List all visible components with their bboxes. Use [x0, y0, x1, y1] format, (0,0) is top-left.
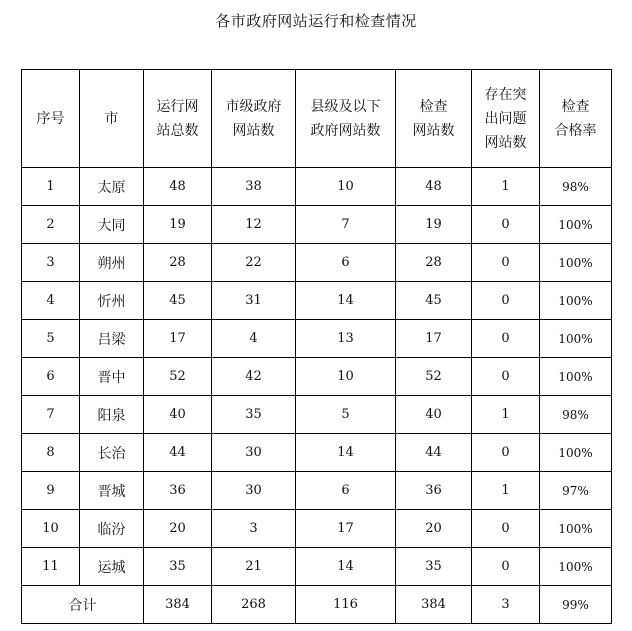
table-cell: 4 [22, 282, 80, 320]
table-row [22, 434, 612, 472]
table-cell: 0 [472, 434, 540, 472]
table-cell: 14 [296, 548, 396, 586]
table-cell: 0 [472, 320, 540, 358]
table-cell: 19 [396, 206, 472, 244]
table-cell: 20 [396, 510, 472, 548]
table-cell: 40 [396, 396, 472, 434]
table-cell: 30 [212, 472, 296, 510]
table-cell: 100% [540, 244, 612, 282]
header-cell: 序号 [22, 70, 80, 168]
total-label: 合计 [22, 586, 144, 624]
table-cell: 忻州 [80, 282, 144, 320]
header-cell: 运行网 站总数 [144, 70, 212, 168]
table-cell: 13 [296, 320, 396, 358]
table-cell: 11 [22, 548, 80, 586]
table-cell: 48 [144, 168, 212, 206]
table-cell: 吕梁 [80, 320, 144, 358]
table-cell: 42 [212, 358, 296, 396]
table-cell: 36 [396, 472, 472, 510]
table-cell: 52 [144, 358, 212, 396]
table-row [22, 244, 612, 282]
table-cell: 40 [144, 396, 212, 434]
table-cell: 22 [212, 244, 296, 282]
table-cell: 6 [296, 244, 396, 282]
total-cell: 384 [396, 586, 472, 624]
total-cell: 116 [296, 586, 396, 624]
table-cell: 2 [22, 206, 80, 244]
header-cell: 检查 网站数 [396, 70, 472, 168]
table-cell: 0 [472, 548, 540, 586]
table-cell: 44 [144, 434, 212, 472]
table-cell: 大同 [80, 206, 144, 244]
table-cell: 3 [22, 244, 80, 282]
header-cell: 市级政府 网站数 [212, 70, 296, 168]
table-cell: 10 [296, 168, 396, 206]
table-row [22, 510, 612, 548]
table-cell: 4 [212, 320, 296, 358]
table-cell: 45 [144, 282, 212, 320]
table-cell: 20 [144, 510, 212, 548]
table-row [22, 282, 612, 320]
table-cell: 0 [472, 510, 540, 548]
table-row [22, 168, 612, 206]
table-cell: 1 [472, 396, 540, 434]
table-cell: 48 [396, 168, 472, 206]
table-cell: 14 [296, 434, 396, 472]
table-cell: 晋中 [80, 358, 144, 396]
table-cell: 35 [144, 548, 212, 586]
table-cell: 7 [22, 396, 80, 434]
table-row [22, 206, 612, 244]
table-cell: 0 [472, 282, 540, 320]
table-cell: 太原 [80, 168, 144, 206]
table-cell: 朔州 [80, 244, 144, 282]
website-inspection-table [21, 69, 612, 624]
table-cell: 1 [22, 168, 80, 206]
table-cell: 0 [472, 358, 540, 396]
table-cell: 100% [540, 282, 612, 320]
table-cell: 阳泉 [80, 396, 144, 434]
table-cell: 36 [144, 472, 212, 510]
total-cell: 268 [212, 586, 296, 624]
table-row [22, 358, 612, 396]
table-cell: 100% [540, 206, 612, 244]
table-cell: 1 [472, 472, 540, 510]
table-cell: 7 [296, 206, 396, 244]
table-row [22, 396, 612, 434]
table-cell: 1 [472, 168, 540, 206]
table-cell: 28 [396, 244, 472, 282]
header-cell: 县级及以下 政府网站数 [296, 70, 396, 168]
table-cell: 38 [212, 168, 296, 206]
table-cell: 35 [396, 548, 472, 586]
table-row [22, 548, 612, 586]
table-cell: 45 [396, 282, 472, 320]
table-cell: 14 [296, 282, 396, 320]
total-cell: 384 [144, 586, 212, 624]
table-cell: 100% [540, 548, 612, 586]
table-cell: 28 [144, 244, 212, 282]
table-cell: 52 [396, 358, 472, 396]
table-cell: 晋城 [80, 472, 144, 510]
table-cell: 97% [540, 472, 612, 510]
table-cell: 17 [296, 510, 396, 548]
table-cell: 100% [540, 434, 612, 472]
table-cell: 35 [212, 396, 296, 434]
table-cell: 100% [540, 320, 612, 358]
table-cell: 长治 [80, 434, 144, 472]
table-cell: 8 [22, 434, 80, 472]
table-cell: 98% [540, 168, 612, 206]
table-row [22, 320, 612, 358]
table-cell: 9 [22, 472, 80, 510]
header-cell: 存在突 出问题 网站数 [472, 70, 540, 168]
table-cell: 0 [472, 244, 540, 282]
total-cell: 3 [472, 586, 540, 624]
total-row [22, 586, 612, 624]
table-cell: 17 [396, 320, 472, 358]
table-cell: 98% [540, 396, 612, 434]
table-cell: 运城 [80, 548, 144, 586]
table-cell: 17 [144, 320, 212, 358]
table-cell: 10 [22, 510, 80, 548]
table-cell: 6 [296, 472, 396, 510]
table-row [22, 472, 612, 510]
table-cell: 5 [296, 396, 396, 434]
table-cell: 21 [212, 548, 296, 586]
table-cell: 100% [540, 358, 612, 396]
table-cell: 3 [212, 510, 296, 548]
table-cell: 6 [22, 358, 80, 396]
table-cell: 临汾 [80, 510, 144, 548]
table-cell: 12 [212, 206, 296, 244]
total-cell: 99% [540, 586, 612, 624]
header-cell: 检查 合格率 [540, 70, 612, 168]
table-cell: 31 [212, 282, 296, 320]
table-cell: 5 [22, 320, 80, 358]
header-row [22, 70, 612, 168]
table-cell: 100% [540, 510, 612, 548]
table-cell: 0 [472, 206, 540, 244]
table-cell: 44 [396, 434, 472, 472]
page-title: 各市政府网站运行和检查情况 [215, 12, 417, 30]
header-cell: 市 [80, 70, 144, 168]
table-cell: 30 [212, 434, 296, 472]
table-cell: 10 [296, 358, 396, 396]
table-cell: 19 [144, 206, 212, 244]
